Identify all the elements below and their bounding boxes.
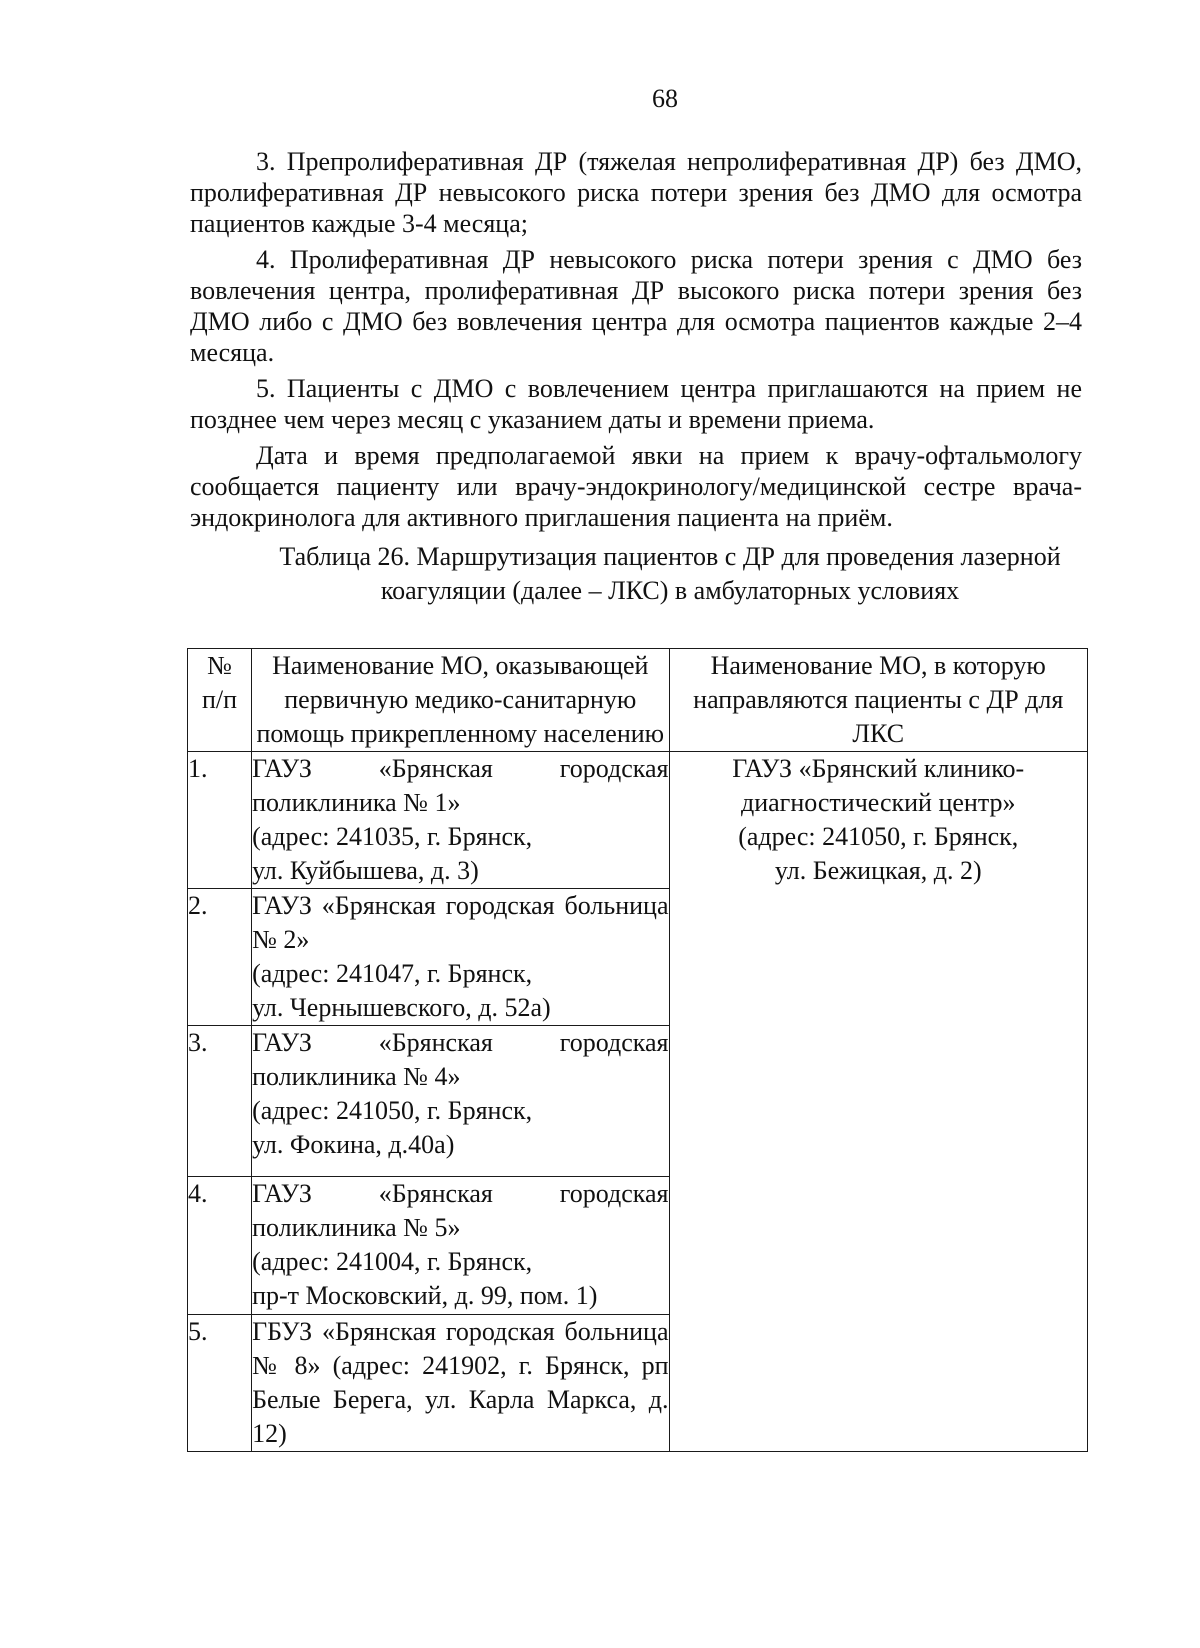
org-address: (адрес: 241050, г. Брянск, bbox=[252, 1096, 533, 1125]
origin-org-cell bbox=[252, 1177, 669, 1315]
paragraph: Дата и время предполагаемой явки на прием к врачу-офтальмологу сообщается пациенту или врачу-эндокринологу/медицинской сестре врача-эндокринолога для активного приглашения пациента на приём. bbox=[190, 441, 1082, 532]
caption-line: Таблица 26. Маршрутизация пациентов с ДР для проведения лазерной bbox=[279, 542, 1061, 571]
row-number: 2. bbox=[188, 889, 252, 1026]
org-name: ГАУЗ «Брянская городская поликлиника № 4» bbox=[252, 1028, 669, 1091]
org-street: ул. Чернышевского, д. 52а) bbox=[252, 993, 551, 1022]
org-name: ГБУЗ «Брянская городская больница № 8» (адрес: 241902, г. Брянск, рп Белые Берега, ул. Карла Маркса, д. 12) bbox=[252, 1317, 669, 1448]
routing-table bbox=[187, 648, 1088, 1452]
origin-org-cell bbox=[252, 1315, 669, 1452]
table-caption bbox=[250, 540, 1090, 608]
dest-line: ГАУЗ «Брянский клинико- bbox=[732, 754, 1025, 783]
org-address: (адрес: 241035, г. Брянск, bbox=[252, 822, 533, 851]
header-number-label: п/п bbox=[202, 685, 238, 714]
header-origin-org: Наименование МО, оказывающей первичную медико-санитарную помощь прикрепленному населению bbox=[252, 649, 669, 752]
table-header-row bbox=[188, 649, 1088, 752]
org-address: (адрес: 241047, г. Брянск, bbox=[252, 959, 533, 988]
origin-org-cell bbox=[252, 1026, 669, 1177]
destination-org-cell bbox=[669, 752, 1087, 1452]
page-number: 68 bbox=[652, 84, 678, 113]
origin-org-cell bbox=[252, 752, 669, 889]
row-number: 1. bbox=[188, 752, 252, 889]
org-name: ГАУЗ «Брянская городская поликлиника № 1» bbox=[252, 754, 669, 817]
origin-org-cell bbox=[252, 889, 669, 1026]
header-number-symbol: № bbox=[207, 651, 232, 680]
org-street: ул. Фокина, д.40а) bbox=[252, 1130, 455, 1159]
org-name: ГАУЗ «Брянская городская больница № 2» bbox=[252, 891, 669, 954]
org-name: ГАУЗ «Брянская городская поликлиника № 5» bbox=[252, 1179, 669, 1242]
caption-line: коагуляции (далее – ЛКС) в амбулаторных условиях bbox=[380, 576, 960, 605]
row-number: 4. bbox=[188, 1177, 252, 1315]
org-street: пр-т Московский, д. 99, пом. 1) bbox=[252, 1281, 598, 1310]
org-address: (адрес: 241004, г. Брянск, bbox=[252, 1247, 533, 1276]
paragraph: 4. Пролиферативная ДР невысокого риска потери зрения с ДМО без вовлечения центра, пролиферативная ДР высокого риска потери зрения без ДМО либо с ДМО без вовлечения центра для осмотра пациентов каждые 2–4 месяца. bbox=[190, 245, 1082, 367]
row-number: 5. bbox=[188, 1315, 252, 1452]
paragraph: 5. Пациенты с ДМО с вовлечением центра приглашаются на прием не позднее чем через месяц с указанием даты и времени приема. bbox=[190, 374, 1082, 434]
dest-line: ул. Бежицкая, д. 2) bbox=[774, 856, 982, 885]
paragraph: 3. Препролиферативная ДР (тяжелая непролиферативная ДР) без ДМО, пролиферативная ДР невысокого риска потери зрения без ДМО для осмотра пациентов каждые 3-4 месяца; bbox=[190, 147, 1082, 238]
row-number: 3. bbox=[188, 1026, 252, 1177]
header-number bbox=[188, 649, 252, 752]
org-street: ул. Куйбышева, д. 3) bbox=[252, 856, 479, 885]
table-row bbox=[188, 752, 1088, 889]
body-text bbox=[190, 146, 1082, 538]
dest-line: (адрес: 241050, г. Брянск, bbox=[738, 822, 1019, 851]
dest-line: диагностический центр» bbox=[740, 788, 1016, 817]
header-destination-org: Наименование МО, в которую направляются пациенты с ДР для ЛКС bbox=[669, 649, 1087, 752]
